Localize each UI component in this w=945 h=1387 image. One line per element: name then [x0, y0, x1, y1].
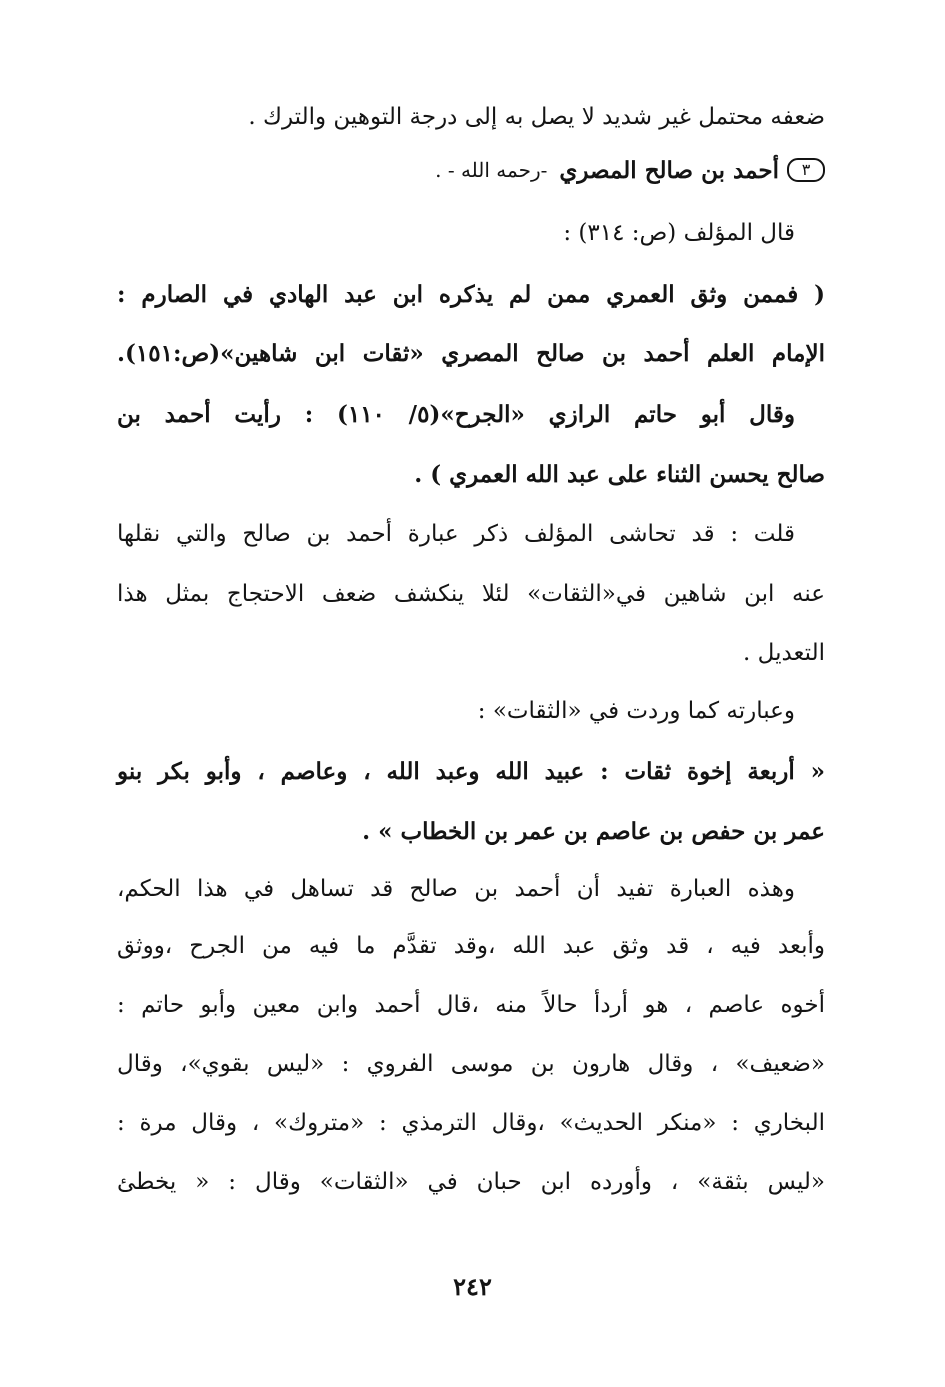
section-number-badge: ٣	[787, 158, 825, 182]
text-line: التعديل .	[743, 640, 825, 666]
quote-line: صالح يحسن الثناء على عبد الله العمري ) .	[414, 461, 825, 488]
section-heading-suffix: -رحمه الله - .	[435, 158, 548, 182]
quote-line: عمر بن حفص بن عاصم بن عمر بن الخطاب » .	[362, 818, 825, 845]
text-line: البخاري : «منكر الحديث» ،وقال الترمذي : «متروك» ، وقال مرة :	[117, 1110, 825, 1136]
text-line: وعبارته كما وردت في «الثقات» :	[477, 698, 795, 724]
quote-line: وقال أبو حاتم الرازي «الجرح»(٥/ ١١٠) : رأيت أحمد بن	[117, 401, 795, 428]
text-line: عنه ابن شاهين في«الثقات» لئلا ينكشف ضعف الاحتجاج بمثل هذا	[117, 581, 825, 607]
text-line: قلت : قد تحاشى المؤلف ذكر عبارة أحمد بن صالح والتي نقلها	[117, 521, 795, 547]
quote-line: الإمام العلم أحمد بن صالح المصري «ثقات ابن شاهين»(ص:١٥١).	[117, 340, 825, 367]
quote-line: ( فممن وثق العمري ممن لم يذكره ابن عبد الهادي في الصارم :	[117, 281, 825, 308]
text-line: «ضعيف» ، وقال هارون بن موسى الفروي : «ليس بقوي»، وقال	[117, 1051, 825, 1077]
text-line: وأبعد فيه ، قد وثق عبد الله ،وقد تقدَّم ما فيه من الجرح ،ووثق	[117, 933, 825, 959]
quote-line: « أربعة إخوة ثقات : عبيد الله وعبد الله ، وعاصم ، وأبو بكر بنو	[117, 758, 825, 785]
text-line: أخوه عاصم ، هو أردأ حالاً منه ،قال أحمد وابن معين وأبو حاتم :	[117, 992, 825, 1018]
section-heading-name: أحمد بن صالح المصري	[559, 156, 779, 184]
page-number: ٢٤٢	[453, 1272, 492, 1301]
section-heading	[117, 158, 825, 182]
text-line: ضعفه محتمل غير شديد لا يصل به إلى درجة التوهين والترك .	[248, 104, 825, 130]
text-line: قال المؤلف (ص: ٣١٤) :	[563, 220, 795, 246]
text-line: «ليس بثقة» ، وأورده ابن حبان في «الثقات» وقال : « يخطئ	[117, 1169, 825, 1195]
text-line: وهذه العبارة تفيد أن أحمد بن صالح قد تساهل في هذا الحكم،	[117, 876, 795, 902]
